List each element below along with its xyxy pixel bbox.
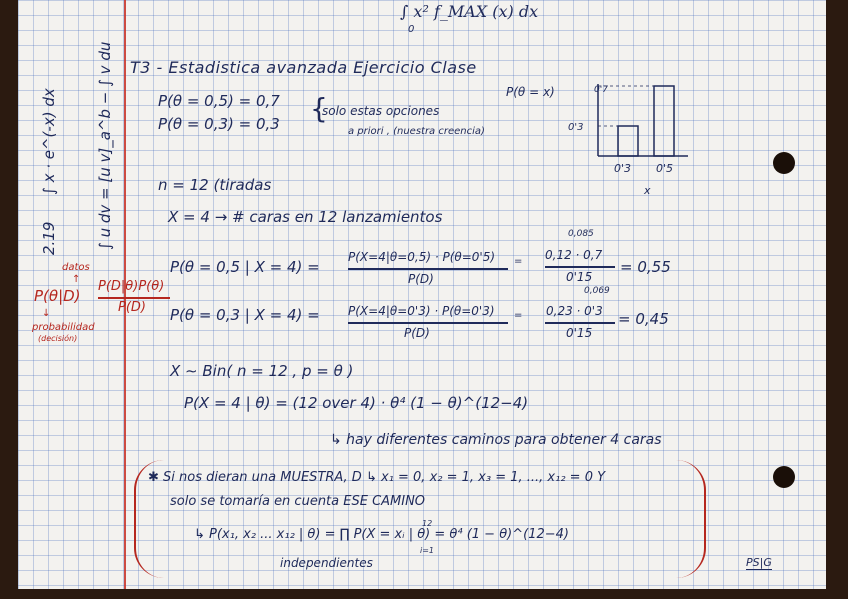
- independientes-note: independientes: [280, 556, 373, 570]
- posterior-2-above: 0,069: [584, 286, 610, 296]
- bayes-fraction-line: [98, 297, 170, 299]
- posterior-2-numerator: P(X=4|θ=0'3) · P(θ=0'3): [348, 304, 495, 318]
- n-line: n = 12 (tiradas: [158, 176, 272, 194]
- x-line: X = 4 → # caras en 12 lanzamientos: [168, 208, 443, 226]
- prior-bar-chart: [506, 82, 706, 212]
- side-number: 2.19: [40, 221, 58, 255]
- binomial-model: X ∼ Bin( n = 12 , p = θ ): [170, 362, 354, 380]
- chart-y-tick-top: 0'7: [594, 85, 608, 95]
- page-title: T3 - Estadistica avanzada Ejercicio Clase: [130, 58, 477, 77]
- prior-line-1: P(θ = 0,5) = 0,7: [158, 92, 280, 110]
- binder-hole: [773, 466, 795, 488]
- posterior-2-fraction-line-2: [545, 322, 615, 324]
- posterior-1-denominator: P(D): [408, 272, 434, 286]
- side-integral-1: ∫ x · e^(-x) dx: [40, 88, 58, 195]
- binomial-pmf: P(X = 4 | θ) = (12 over 4) · θ⁴ (1 − θ)^(12−4): [184, 394, 529, 412]
- bayes-numerator: P(D|θ)P(θ): [98, 279, 165, 294]
- right-paren: [674, 460, 706, 578]
- posterior-2-result: = 0,45: [618, 310, 669, 328]
- posterior-2-lhs: P(θ = 0,3 | X = 4) =: [170, 306, 320, 324]
- posterior-1-numerator: P(X=4|θ=0,5) · P(θ=0'5): [348, 250, 496, 264]
- top-integral-lower-limit: 0: [408, 24, 415, 35]
- posterior-2-eq: =: [514, 310, 523, 321]
- prior-note-1: solo estas opciones: [322, 104, 440, 118]
- probabilidad-label: probabilidad: [32, 322, 95, 333]
- chart-x-tick-label: 0'3: [614, 162, 632, 175]
- chart-y-label: P(θ = x): [506, 85, 555, 99]
- caminos-note: ↳ hay diferentes caminos para obtener 4 caras: [330, 432, 662, 448]
- bayes-lhs: P(θ|D): [34, 287, 81, 305]
- sample-note-line-1: ✱ Si nos dieran una MUESTRA, D ↳ x₁ = 0, x₂ = 1, x₃ = 1, ..., x₁₂ = 0 Y: [148, 470, 606, 485]
- posterior-1-above: 0,085: [568, 229, 594, 239]
- chart-bar: [654, 86, 674, 156]
- sample-note-line-2: solo se tomaría en cuenta ESE CAMINO: [170, 494, 426, 509]
- datos-arrow-icon: ↑: [72, 274, 81, 285]
- prior-line-2: P(θ = 0,3) = 0,3: [158, 115, 280, 133]
- prior-note-2: a priori , (nuestra creencia): [348, 126, 485, 137]
- side-integral-2: ∫ u dv = [u v]_a^b − ∫ v du: [96, 41, 114, 250]
- chart-y-tick: 0'3: [568, 122, 584, 133]
- prior-brace: {: [310, 92, 328, 125]
- posterior-2-den-values: 0'15: [566, 326, 593, 340]
- posterior-1-lhs: P(θ = 0,5 | X = 4) =: [170, 258, 320, 276]
- chart-x-tick-label: 0'5: [656, 162, 674, 175]
- margin-line: [124, 0, 126, 589]
- posterior-2-fraction-line: [348, 322, 508, 324]
- binder-hole: [773, 152, 795, 174]
- notebook-page: [18, 0, 826, 589]
- prob-arrow-icon: ↓: [42, 308, 51, 319]
- chart-bar: [618, 126, 638, 156]
- top-integral: ∫ x² f_MAX (x) dx: [400, 2, 539, 21]
- posterior-1-fraction-line-2: [545, 266, 615, 268]
- posterior-2-denominator: P(D): [404, 326, 430, 340]
- chart-x-label: x: [644, 184, 651, 197]
- posterior-1-fraction-line: [348, 268, 508, 270]
- datos-label: datos: [62, 262, 90, 273]
- product-upper: 12: [422, 519, 433, 528]
- posterior-1-num-values: 0,12 · 0,7: [545, 248, 603, 262]
- posterior-2-num-values: 0,23 · 0'3: [546, 304, 603, 318]
- product-lower: i=1: [420, 546, 435, 555]
- page-signature: PS|G: [746, 556, 772, 569]
- decision-label: (decisión): [38, 334, 78, 343]
- sample-note-line-3: ↳ P(x₁, x₂ ... x₁₂ | θ) = ∏ P(X = xᵢ | θ) = θ⁴ (1 − θ)^(12−4): [194, 527, 569, 542]
- posterior-1-result: = 0,55: [620, 258, 671, 276]
- posterior-1-den-values: 0'15: [566, 270, 593, 284]
- bayes-denominator: P(D): [118, 300, 146, 315]
- posterior-1-eq: =: [514, 256, 523, 267]
